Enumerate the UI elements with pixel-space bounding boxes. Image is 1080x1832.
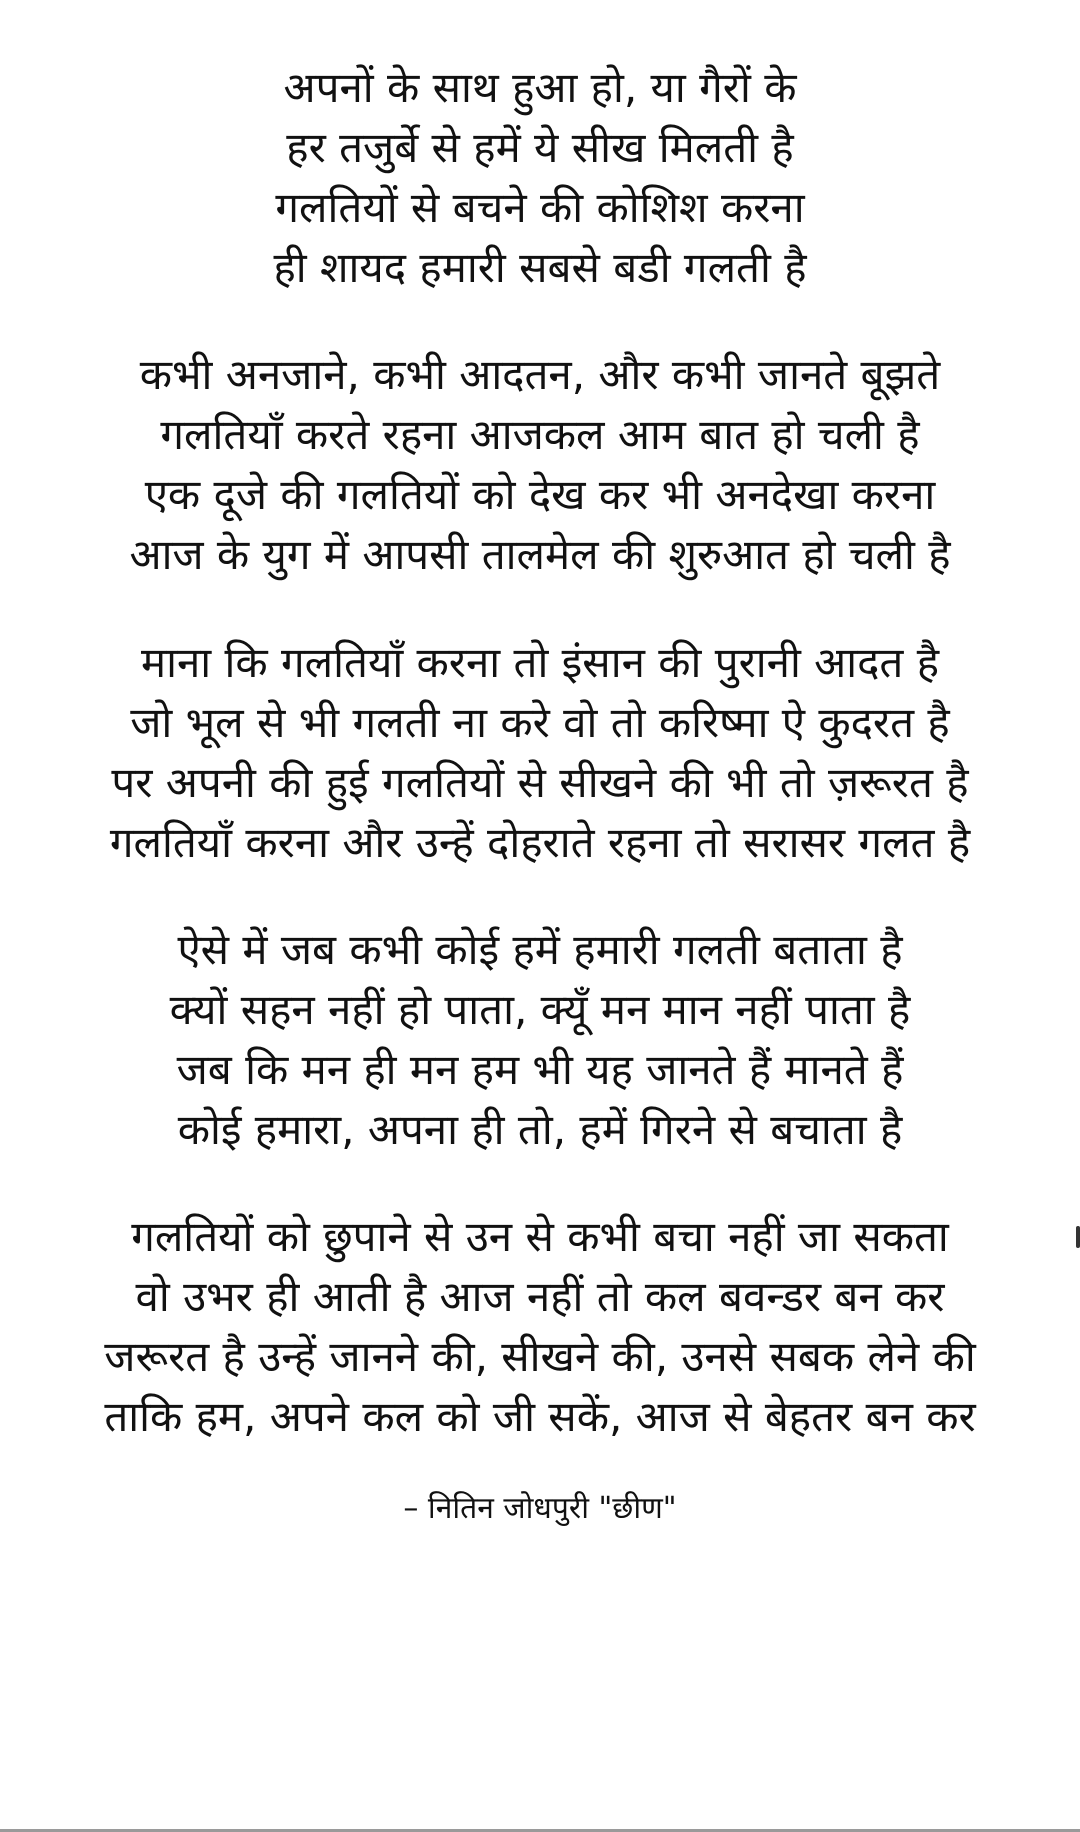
- poem-line: गलतियाँ करते रहना आजकल आम बात हो चली है: [160, 410, 920, 459]
- poem-line: पर अपनी की हुई गलतियों से सीखने की भी तो ज़रूरत है: [111, 758, 969, 807]
- stanza: [0, 58, 1080, 298]
- stanza: [0, 1207, 1080, 1447]
- poem-line: कभी अनजाने, कभी आदतन, और कभी जानते बूझते: [139, 350, 941, 399]
- poem-line: कोई हमारा, अपना ही तो, हमें गिरने से बचाता है: [177, 1105, 903, 1154]
- poem-line: ताकि हम, अपने कल को जी सकें, आज से बेहतर बन कर: [104, 1392, 976, 1441]
- poem-line: जो भूल से भी गलती ना करे वो तो करिष्मा ऐ कुदरत है: [130, 698, 950, 747]
- poem-line: अपनों के साथ हुआ हो, या गैरों के: [283, 63, 797, 112]
- poem-line: ही शायद हमारी सबसे बडी गलती है: [273, 243, 807, 292]
- poem-line: गलतियों से बचने की कोशिश करना: [275, 183, 805, 232]
- poem-line: एक दूजे की गलतियों को देख कर भी अनदेखा करना: [144, 470, 936, 519]
- poem-line: आज के युग में आपसी तालमेल की शुरुआत हो चली है: [129, 530, 951, 579]
- poem-line: वो उभर ही आती है आज नहीं तो कल बवन्डर बन कर: [135, 1272, 945, 1321]
- poem-line: माना कि गलतियाँ करना तो इंसान की पुरानी आदत है: [141, 638, 939, 687]
- poem-line: हर तजुर्बे से हमें ये सीख मिलती है: [286, 123, 794, 172]
- poem-line: ऐसे में जब कभी कोई हमें हमारी गलती बताता है: [177, 925, 903, 974]
- stanza: [0, 345, 1080, 585]
- poem-line: गलतियों को छुपाने से उन से कभी बचा नहीं जा सकता: [131, 1212, 949, 1261]
- poem-line: गलतियाँ करना और उन्हें दोहराते रहना तो सरासर गलत है: [109, 818, 971, 867]
- poem-line: जरूरत है उन्हें जानने की, सीखने की, उनसे सबक लेने की: [104, 1332, 976, 1381]
- poem-line: क्यों सहन नहीं हो पाता, क्यूँ मन मान नहीं पाता है: [169, 985, 911, 1034]
- poem-line: जब कि मन ही मन हम भी यह जानते हैं मानते हैं: [176, 1045, 904, 1094]
- stanza: [0, 920, 1080, 1160]
- edge-mark: [1076, 1226, 1080, 1248]
- stanza: [0, 633, 1080, 873]
- author-signature: – नितिन जोधपुरी "छीण": [403, 1491, 677, 1526]
